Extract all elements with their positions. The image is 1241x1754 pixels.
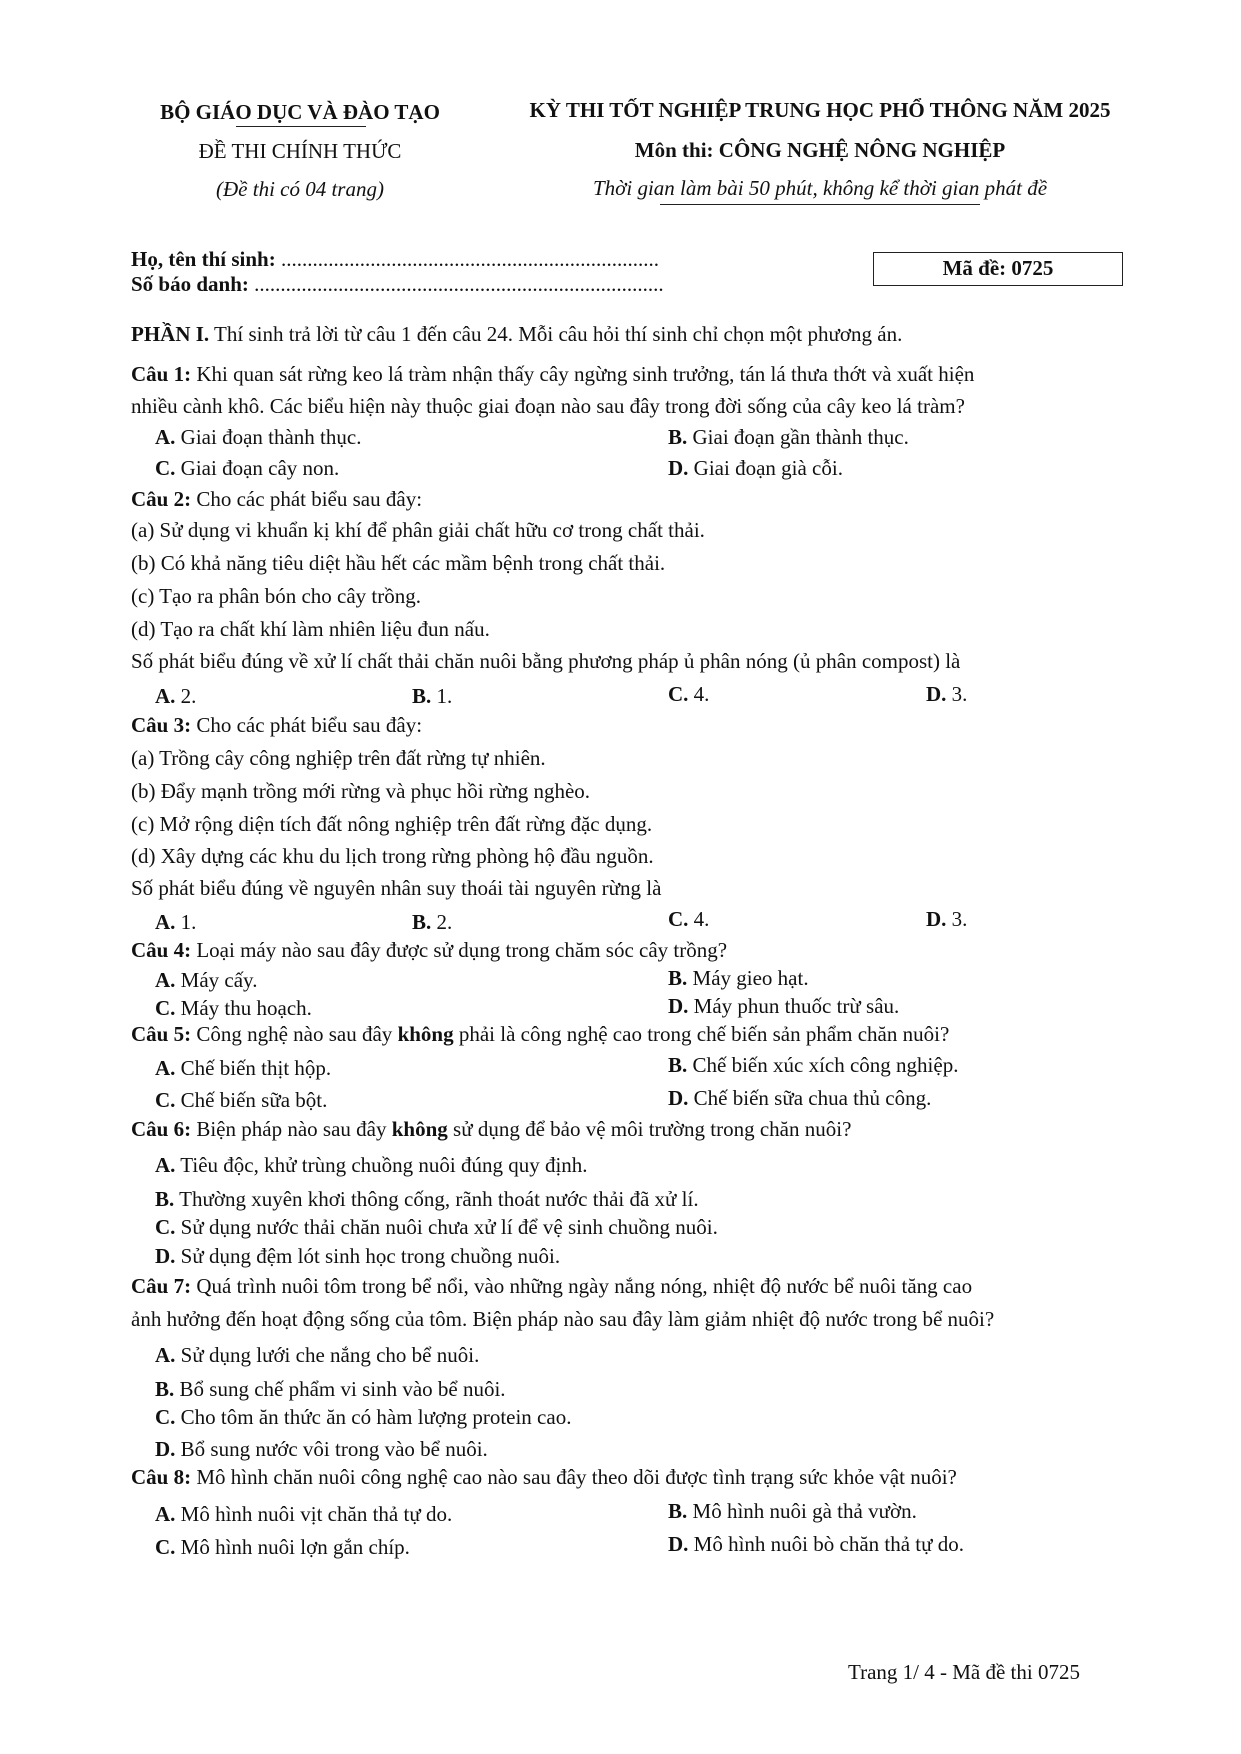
- q3-option-c[interactable]: [668, 907, 709, 932]
- q2-ask: Số phát biểu đúng về xử lí chất thải chăn nuôi bằng phương pháp ủ phân nóng (ủ phân compost) là: [131, 649, 961, 673]
- q4-option-d[interactable]: [668, 994, 899, 1019]
- option-text: Chế biến sữa bột.: [180, 1088, 328, 1112]
- q3-option-b[interactable]: [412, 910, 452, 935]
- question-number: Câu 3:: [131, 713, 192, 737]
- option-letter: B.: [412, 684, 432, 708]
- question-emphasis: không: [397, 1022, 454, 1046]
- page-footer: Trang 1/ 4 - Mã đề thi 0725: [848, 1660, 1080, 1684]
- ministry-title: BỘ GIÁO DỤC VÀ ĐÀO TẠO: [160, 100, 440, 124]
- question-number: Câu 8:: [131, 1465, 192, 1489]
- option-text: Mô hình nuôi gà thả vườn.: [692, 1499, 917, 1523]
- option-text: 2.: [180, 684, 197, 708]
- subject-label: Môn thi:: [634, 138, 714, 162]
- section-instructions: Thí sinh trả lời từ câu 1 đến câu 24. Mỗi câu hỏi thí sinh chỉ chọn một phương án.: [214, 322, 903, 346]
- q2-option-a[interactable]: [155, 684, 196, 709]
- q1-option-a[interactable]: [155, 425, 361, 450]
- option-letter: B.: [668, 425, 688, 449]
- subject-name: CÔNG NGHỆ NÔNG NGHIỆP: [718, 138, 1006, 162]
- option-letter: D.: [668, 456, 689, 480]
- option-text: 4.: [693, 907, 710, 931]
- q6-option-c[interactable]: [155, 1215, 718, 1240]
- q5-option-c[interactable]: [155, 1088, 327, 1113]
- option-letter: A.: [155, 1343, 176, 1367]
- option-text: Giai đoạn già cỗi.: [693, 456, 843, 480]
- option-letter: C.: [155, 456, 176, 480]
- q6-option-a[interactable]: [155, 1153, 588, 1178]
- q8-option-b[interactable]: [668, 1499, 917, 1524]
- option-letter: D.: [155, 1437, 176, 1461]
- question-emphasis: không: [391, 1117, 448, 1141]
- section-heading: [131, 322, 902, 347]
- option-letter: D.: [926, 682, 947, 706]
- option-text: 3.: [951, 907, 968, 931]
- option-text: Máy cấy.: [180, 968, 258, 992]
- option-letter: B.: [155, 1187, 175, 1211]
- option-letter: C.: [155, 1215, 176, 1239]
- ministry-underline: [236, 126, 366, 127]
- subject-line: [490, 138, 1150, 163]
- pages-note: (Đề thi có 04 trang): [216, 177, 384, 201]
- q8-option-c[interactable]: [155, 1535, 410, 1560]
- option-text: Chế biến sữa chua thủ công.: [693, 1086, 932, 1110]
- option-letter: A.: [155, 1056, 176, 1080]
- option-text: Tiêu độc, khử trùng chuồng nuôi đúng quy định.: [180, 1153, 588, 1177]
- q3-statement-a: (a) Trồng cây công nghiệp trên đất rừng tự nhiên.: [131, 746, 546, 770]
- question-text-post: sử dụng để bảo vệ môi trường trong chăn nuôi?: [453, 1117, 852, 1141]
- option-letter: B.: [668, 1499, 688, 1523]
- option-text: 3.: [951, 682, 968, 706]
- option-letter: C.: [668, 682, 689, 706]
- question-5: [131, 1022, 949, 1047]
- q7-option-b[interactable]: [155, 1377, 506, 1402]
- q6-option-d[interactable]: [155, 1244, 560, 1269]
- q3-ask: Số phát biểu đúng về nguyên nhân suy thoái tài nguyên rừng là: [131, 876, 662, 900]
- q1-option-c[interactable]: [155, 456, 339, 481]
- q3-option-a[interactable]: [155, 910, 196, 935]
- question-number: Câu 5:: [131, 1022, 192, 1046]
- option-letter: B.: [668, 966, 688, 990]
- question-4: [131, 938, 727, 963]
- q4-option-c[interactable]: [155, 996, 312, 1021]
- question-text: Loại máy nào sau đây được sử dụng trong chăm sóc cây trồng?: [196, 938, 728, 962]
- option-text: Mô hình nuôi bò chăn thả tự do.: [693, 1532, 965, 1556]
- option-text: 2.: [436, 910, 453, 934]
- option-letter: C.: [155, 1405, 176, 1429]
- q5-option-a[interactable]: [155, 1056, 331, 1081]
- question-8: [131, 1465, 957, 1490]
- q1-option-b[interactable]: [668, 425, 909, 450]
- question-1: [131, 362, 974, 387]
- option-letter: D.: [668, 1086, 689, 1110]
- option-letter: C.: [155, 1088, 176, 1112]
- question-text: Cho các phát biểu sau đây:: [196, 487, 423, 511]
- candidate-name-label: Họ, tên thí sinh:: [131, 247, 276, 271]
- option-letter: D.: [155, 1244, 176, 1268]
- question-number: Câu 2:: [131, 487, 192, 511]
- q1-option-d[interactable]: [668, 456, 843, 481]
- option-letter: A.: [155, 910, 176, 934]
- option-text: Máy thu hoạch.: [180, 996, 312, 1020]
- option-text: Giai đoạn thành thục.: [180, 425, 362, 449]
- question-2: [131, 487, 422, 512]
- question-text-pre: Công nghệ nào sau đây: [196, 1022, 393, 1046]
- q2-statement-c: (c) Tạo ra phân bón cho cây trồng.: [131, 584, 422, 608]
- section-title: PHẦN I.: [131, 322, 210, 346]
- q3-statement-c: (c) Mở rộng diện tích đất nông nghiệp trên đất rừng đặc dụng.: [131, 812, 653, 836]
- option-text: Thường xuyên khơi thông cống, rãnh thoát nước thải đã xử lí.: [179, 1187, 699, 1211]
- q2-statement-a: (a) Sử dụng vi khuẩn kị khí để phân giải chất hữu cơ trong chất thải.: [131, 518, 705, 542]
- time-note: Thời gian làm bài 50 phút, không kể thời gian phát đề: [592, 176, 1048, 200]
- exam-code-box: Mã đề: 0725: [873, 252, 1123, 286]
- candidate-id-label: Số báo danh:: [131, 272, 249, 296]
- option-text: Mô hình nuôi vịt chăn thả tự do.: [180, 1502, 453, 1526]
- option-text: Mô hình nuôi lợn gắn chíp.: [180, 1535, 410, 1559]
- q6-option-b[interactable]: [155, 1187, 699, 1212]
- q7-option-d[interactable]: [155, 1437, 488, 1462]
- candidate-id-row: [131, 272, 664, 297]
- question-text-pre: Biện pháp nào sau đây: [196, 1117, 387, 1141]
- exam-title: KỲ THI TỐT NGHIỆP TRUNG HỌC PHỔ THÔNG NĂM 2025: [529, 98, 1111, 122]
- question-number: Câu 7:: [131, 1274, 192, 1298]
- question-7: [131, 1274, 972, 1299]
- question-text: Cho các phát biểu sau đây:: [196, 713, 423, 737]
- option-letter: A.: [155, 1502, 176, 1526]
- question-6: [131, 1117, 851, 1142]
- option-letter: D.: [926, 907, 947, 931]
- q4-option-a[interactable]: [155, 968, 257, 993]
- q3-statement-d: (d) Xây dựng các khu du lịch trong rừng phòng hộ đầu nguồn.: [131, 844, 654, 868]
- q4-option-b[interactable]: [668, 966, 809, 991]
- q2-statement-b: (b) Có khả năng tiêu diệt hầu hết các mầm bệnh trong chất thải.: [131, 551, 666, 575]
- q3-statement-b: (b) Đẩy mạnh trồng mới rừng và phục hồi rừng nghèo.: [131, 779, 591, 803]
- option-letter: C.: [668, 907, 689, 931]
- option-text: 4.: [693, 682, 710, 706]
- option-letter: B.: [155, 1377, 175, 1401]
- option-letter: A.: [155, 425, 176, 449]
- option-text: Cho tôm ăn thức ăn có hàm lượng protein cao.: [180, 1405, 572, 1429]
- q3-option-d[interactable]: [926, 907, 967, 932]
- q7-option-c[interactable]: [155, 1405, 571, 1430]
- candidate-name-dots: ........................................................................: [280, 247, 659, 271]
- option-text: Chế biến xúc xích công nghiệp.: [692, 1053, 959, 1077]
- option-text: Bổ sung chế phẩm vi sinh vào bể nuôi.: [179, 1377, 506, 1401]
- question-text: Quá trình nuôi tôm trong bể nổi, vào những ngày nắng nóng, nhiệt độ nước bể nuôi tăng cao: [196, 1274, 973, 1298]
- option-text: Chế biến thịt hộp.: [180, 1056, 332, 1080]
- question-number: Câu 6:: [131, 1117, 192, 1141]
- option-letter: C.: [155, 996, 176, 1020]
- q2-statement-d: (d) Tạo ra chất khí làm nhiên liệu đun nấu.: [131, 617, 490, 641]
- q2-option-c[interactable]: [668, 682, 709, 707]
- option-text: Giai đoạn cây non.: [180, 456, 340, 480]
- question-text: Mô hình chăn nuôi công nghệ cao nào sau đây theo dõi được tình trạng sức khỏe vật nuôi?: [196, 1465, 957, 1489]
- candidate-name-row: [131, 247, 659, 272]
- option-text: Bổ sung nước vôi trong vào bể nuôi.: [180, 1437, 488, 1461]
- option-letter: B.: [668, 1053, 688, 1077]
- question-number: Câu 1:: [131, 362, 192, 386]
- question-number: Câu 4:: [131, 938, 192, 962]
- option-letter: A.: [155, 1153, 176, 1177]
- option-text: 1.: [436, 684, 453, 708]
- option-text: Máy gieo hạt.: [692, 966, 809, 990]
- option-text: Sử dụng lưới che nắng cho bể nuôi.: [180, 1343, 480, 1367]
- option-text: Sử dụng đệm lót sinh học trong chuồng nuôi.: [180, 1244, 561, 1268]
- question-3: [131, 713, 422, 738]
- q2-option-d[interactable]: [926, 682, 967, 707]
- q5-option-b[interactable]: [668, 1053, 958, 1078]
- option-text: 1.: [180, 910, 197, 934]
- option-letter: A.: [155, 968, 176, 992]
- q5-option-d[interactable]: [668, 1086, 931, 1111]
- option-text: Máy phun thuốc trừ sâu.: [693, 994, 900, 1018]
- time-underline: [660, 204, 980, 205]
- option-letter: D.: [668, 994, 689, 1018]
- q8-option-d[interactable]: [668, 1532, 964, 1557]
- question-text-post: phải là công nghệ cao trong chế biến sản phẩm chăn nuôi?: [458, 1022, 950, 1046]
- q7-option-a[interactable]: [155, 1343, 479, 1368]
- option-letter: C.: [155, 1535, 176, 1559]
- question-7-line-2: ảnh hưởng đến hoạt động sống của tôm. Biện pháp nào sau đây làm giảm nhiệt độ nước trong bể nuôi?: [131, 1307, 995, 1331]
- q8-option-a[interactable]: [155, 1502, 452, 1527]
- question-1-line-2: nhiều cành khô. Các biểu hiện này thuộc giai đoạn nào sau đây trong đời sống của cây keo lá tràm?: [131, 394, 965, 418]
- question-text: Khi quan sát rừng keo lá tràm nhận thấy cây ngừng sinh trưởng, tán lá thưa thớt và xuất hiện: [196, 362, 975, 386]
- option-letter: A.: [155, 684, 176, 708]
- option-letter: B.: [412, 910, 432, 934]
- q2-option-b[interactable]: [412, 684, 452, 709]
- option-text: Sử dụng nước thải chăn nuôi chưa xử lí để vệ sinh chuồng nuôi.: [180, 1215, 718, 1239]
- official-label: ĐỀ THI CHÍNH THỨC: [198, 139, 402, 163]
- candidate-id-dots: ..............................................................................: [254, 272, 664, 296]
- option-text: Giai đoạn gần thành thục.: [692, 425, 909, 449]
- option-letter: D.: [668, 1532, 689, 1556]
